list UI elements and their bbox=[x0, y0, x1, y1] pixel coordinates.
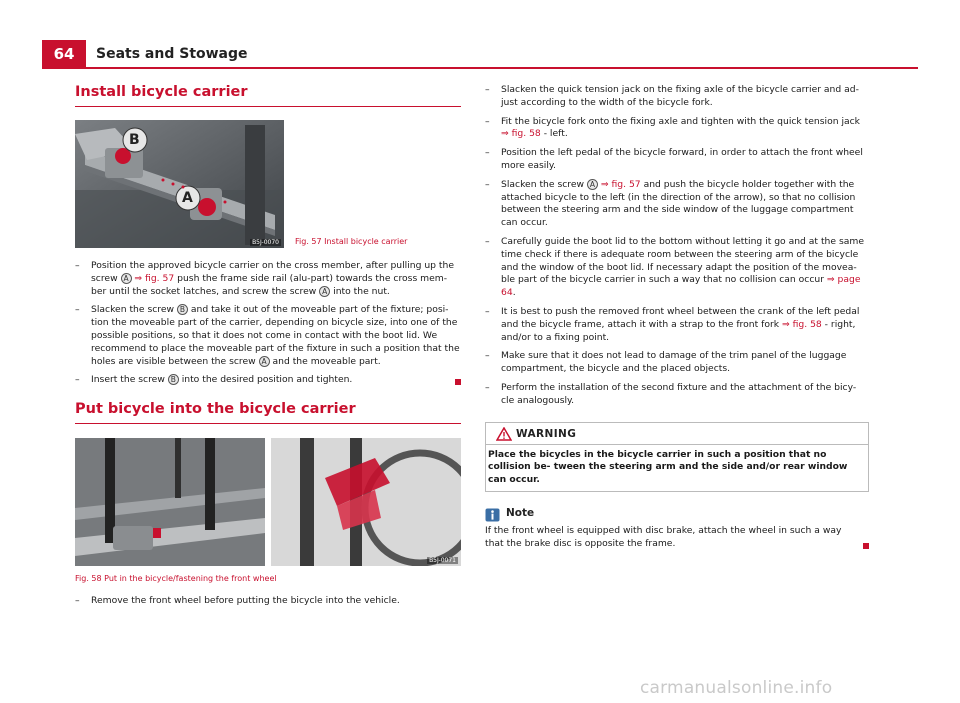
step-text: into the desired position and tighten. bbox=[178, 374, 353, 386]
note-title: Note bbox=[506, 506, 535, 519]
note-header bbox=[485, 506, 869, 522]
cross-reference-link[interactable]: ⇒ fig. 58 bbox=[501, 128, 541, 140]
figure-57-label-a: A bbox=[182, 190, 193, 206]
figure-57-label-b: B bbox=[129, 132, 140, 148]
step-item bbox=[75, 304, 461, 368]
step-item bbox=[485, 306, 869, 344]
section-end-marker bbox=[863, 543, 869, 549]
install-steps bbox=[75, 260, 461, 387]
step-text: Carefully guide the boot lid to the bottom without letting it go and at the same time check if there is adequate room between the steering arm of the bicycle and the window of the boot lid. If necessary adapt the position of the movea- ble part of the bicycle carrier in such a way that no collision can occur bbox=[501, 235, 864, 286]
figure-58-code: B5J-0071 bbox=[429, 557, 456, 565]
bullet-dash: – bbox=[485, 84, 490, 95]
warning-header bbox=[486, 423, 868, 445]
step-text: . bbox=[512, 287, 516, 299]
step-text: Perform the installation of the second fixture and the attachment of the bicy- cle analogously. bbox=[501, 381, 857, 406]
step-text: Slacken the quick tension jack on the fixing axle of the bicycle carrier and ad- just according to the width of the bicycle fork. bbox=[501, 84, 859, 108]
left-column bbox=[75, 84, 461, 614]
figure-57-caption: Fig. 57 Install bicycle carrier bbox=[295, 237, 408, 246]
right-column bbox=[485, 84, 869, 551]
callout-a: A bbox=[319, 286, 330, 297]
bicycle-fork-photo-icon bbox=[75, 438, 461, 566]
step-text: - left. bbox=[540, 128, 568, 140]
step-item bbox=[485, 116, 869, 142]
bullet-dash: – bbox=[75, 260, 80, 271]
step-item bbox=[485, 179, 869, 230]
bullet-dash: – bbox=[485, 178, 490, 190]
step-text: Make sure that it does not lead to damage of the trim panel of the luggage compartment, the bicycle and the placed objects. bbox=[501, 350, 847, 375]
cross-reference-link[interactable]: ⇒ fig. 57 bbox=[597, 178, 641, 190]
continued-steps bbox=[485, 84, 869, 408]
step-text: Position the approved bicycle carrier on the cross member, after pulling up the screw bbox=[91, 260, 455, 284]
bicycle-carrier-photo-icon bbox=[75, 120, 284, 248]
step-item bbox=[75, 595, 461, 608]
step-text: and push the bicycle holder together with the attached bicycle to the left (in the direction of the arrow), so that no collision between the steering arm and the side window of the luggage compartment can occur. bbox=[501, 178, 856, 229]
note-info-icon bbox=[485, 507, 500, 526]
step-item bbox=[485, 382, 869, 408]
step-text: and take it out of the moveable part of the fixture; posi- tion the moveable part of the carrier, depending on bicycle size, into one of the possible positions, so that it does not come in contact with the boot lid. We recommend to place the moveable part of the fixture in such a position that the holes are visible between the screw bbox=[91, 304, 460, 367]
cross-reference-link[interactable]: ⇒ fig. 57 bbox=[131, 272, 175, 284]
page-number: 64 bbox=[42, 40, 86, 68]
bullet-dash: – bbox=[485, 305, 490, 317]
figure-57 bbox=[75, 120, 461, 248]
step-item bbox=[485, 236, 869, 300]
section-title-install: Install bicycle carrier bbox=[75, 84, 461, 107]
header-rule bbox=[42, 67, 918, 69]
step-text: Insert the screw bbox=[91, 374, 168, 386]
note-text bbox=[485, 525, 869, 551]
step-text: Fit the bicycle fork onto the fixing axle and tighten with the quick tension jack bbox=[501, 115, 861, 127]
callout-b: B bbox=[168, 374, 179, 385]
step-text: push the frame side rail (alu-part) towards the cross mem- ber until the socket latches, and screw the screw bbox=[91, 272, 448, 297]
figure-58-caption: Fig. 58 Put in the bicycle/fastening the front wheel bbox=[75, 574, 277, 584]
warning-triangle-icon bbox=[496, 426, 512, 445]
callout-a: A bbox=[259, 356, 270, 367]
callout-b: B bbox=[177, 304, 188, 315]
bullet-dash: – bbox=[485, 147, 490, 159]
warning-text: Place the bicycles in the bicycle carrier in such a position that no collision be- tween the steering arm and the side and/or rear window can occur. bbox=[488, 448, 848, 486]
warning-title: WARNING bbox=[516, 427, 577, 440]
warning-box bbox=[485, 422, 869, 492]
bullet-dash: – bbox=[485, 115, 490, 127]
section-title-put-bicycle: Put bicycle into the bicycle carrier bbox=[75, 401, 461, 424]
bullet-dash: – bbox=[485, 381, 490, 393]
figure-58-photo bbox=[75, 438, 461, 566]
bullet-dash: – bbox=[485, 235, 490, 247]
step-text: Slacken the screw bbox=[501, 178, 587, 190]
step-text: Slacken the screw bbox=[91, 304, 177, 316]
step-text: - right, and/or to a fixing point. bbox=[501, 318, 856, 343]
step-item bbox=[485, 84, 869, 110]
step-item bbox=[75, 374, 461, 387]
figure-57-photo bbox=[75, 120, 284, 248]
bullet-dash: – bbox=[75, 374, 80, 386]
bullet-dash: – bbox=[75, 304, 80, 316]
bullet-dash: – bbox=[75, 595, 80, 607]
chapter-title: Seats and Stowage bbox=[96, 46, 248, 62]
step-item bbox=[485, 350, 869, 376]
step-item bbox=[485, 147, 869, 173]
step-text: It is best to push the removed front wheel between the crank of the left pedal and the bicycle frame, attach it with a strap to the front fork bbox=[501, 305, 860, 330]
note-text-content: If the front wheel is equipped with disc brake, attach the wheel in such a way that the brake disc is opposite the frame. bbox=[485, 524, 842, 549]
cross-reference-link[interactable]: ⇒ fig. 58 bbox=[781, 318, 822, 330]
section-end-marker bbox=[455, 379, 461, 385]
step-text: Position the left pedal of the bicycle forward, in order to attach the front wheel more easily. bbox=[501, 147, 863, 171]
step-text: Remove the front wheel before putting the bicycle into the vehicle. bbox=[91, 595, 400, 607]
step-text: into the nut. bbox=[330, 285, 390, 297]
step-item bbox=[75, 260, 461, 298]
callout-a: A bbox=[587, 179, 598, 190]
cross-reference-link[interactable]: ⇒ page 64 bbox=[501, 274, 861, 299]
figure-57-code: B5J-0070 bbox=[252, 239, 279, 246]
page-header bbox=[0, 0, 960, 68]
watermark: carmanualsonline.info bbox=[640, 678, 833, 698]
bullet-dash: – bbox=[485, 350, 490, 362]
step-text: and the moveable part. bbox=[269, 355, 381, 367]
put-bicycle-steps bbox=[75, 595, 461, 608]
callout-a: A bbox=[121, 273, 132, 284]
